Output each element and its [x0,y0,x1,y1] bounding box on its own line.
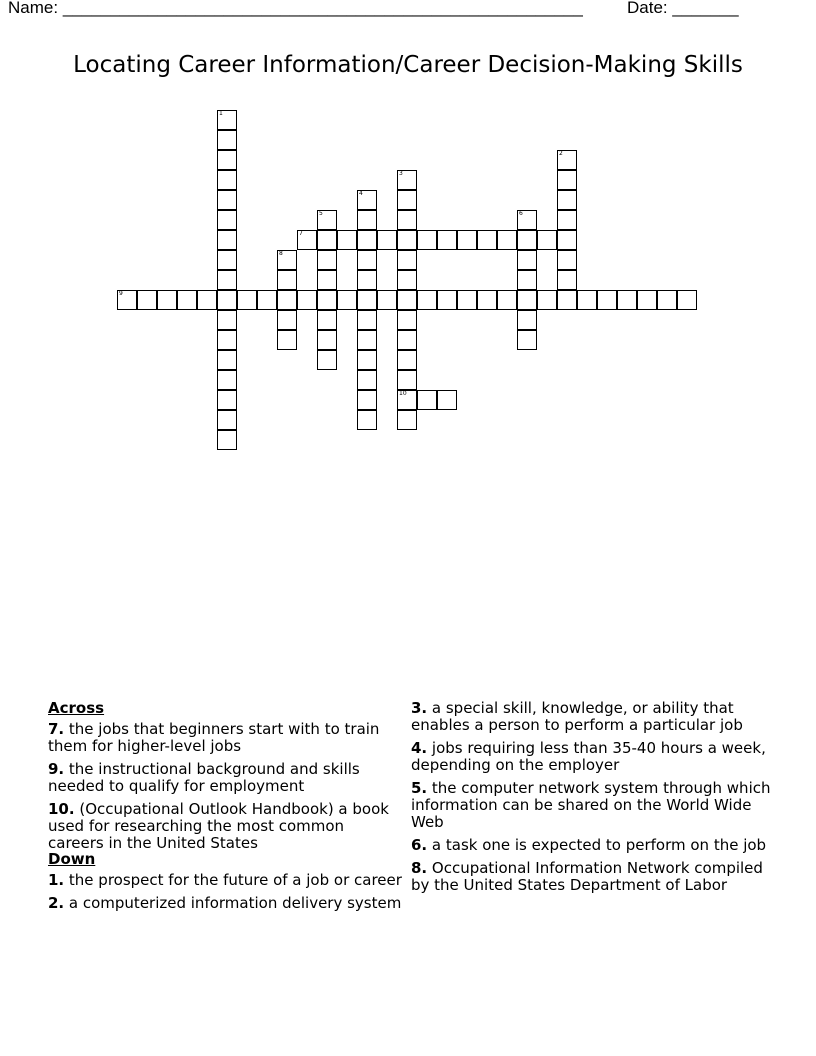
crossword-cell[interactable] [277,330,297,350]
crossword-cell[interactable] [357,290,377,310]
crossword-cell[interactable] [217,110,237,130]
crossword-grid [0,0,816,470]
crossword-cell[interactable] [557,190,577,210]
crossword-cell[interactable] [517,230,537,250]
crossword-cell[interactable] [217,150,237,170]
crossword-cell[interactable] [517,310,537,330]
clue-number: 3 [399,170,403,177]
crossword-cell[interactable] [217,310,237,330]
crossword-cell[interactable] [357,190,377,210]
crossword-cell[interactable] [417,230,437,250]
crossword-cell[interactable] [397,170,417,190]
crossword-cell[interactable] [397,310,417,330]
crossword-cell[interactable] [557,150,577,170]
crossword-cell[interactable] [137,290,157,310]
crossword-cell[interactable] [537,290,557,310]
crossword-cell[interactable] [397,250,417,270]
crossword-cell[interactable] [317,330,337,350]
clue-item [411,837,776,854]
crossword-cell[interactable] [397,410,417,430]
clue-number: 5 [319,210,323,217]
crossword-cell[interactable] [217,350,237,370]
crossword-cell[interactable] [417,390,437,410]
crossword-cell[interactable] [217,230,237,250]
clue-number-label: 7. [48,720,65,738]
date-blank: _______ [672,0,739,17]
clue-number-label: 10. [48,800,75,818]
clue-item [411,860,776,894]
crossword-cell[interactable] [557,250,577,270]
crossword-cell[interactable] [357,310,377,330]
crossword-cell[interactable] [277,270,297,290]
crossword-cell[interactable] [217,170,237,190]
crossword-cell[interactable] [397,290,417,310]
crossword-cell[interactable] [597,290,617,310]
crossword-cell[interactable] [577,290,597,310]
clue-number: 1 [219,110,223,117]
clue-text: (Occupational Outlook Handbook) a book used for researching the most common careers in the United States [48,800,389,852]
crossword-cell[interactable] [497,290,517,310]
crossword-cell[interactable] [117,290,137,310]
clue-item [411,780,776,831]
clue-text: jobs requiring less than 35-40 hours a week, depending on the employer [411,739,766,774]
crossword-cell[interactable] [657,290,677,310]
clue-text: a task one is expected to perform on the job [427,836,767,854]
crossword-cell[interactable] [237,290,257,310]
crossword-cell[interactable] [457,230,477,250]
crossword-cell[interactable] [617,290,637,310]
crossword-cell[interactable] [217,250,237,270]
clue-number-label: 5. [411,779,428,797]
down-clue-list [48,872,403,912]
clue-number-label: 4. [411,739,428,757]
clue-number-label: 2. [48,894,65,912]
crossword-cell[interactable] [217,190,237,210]
crossword-cell[interactable] [357,350,377,370]
clue-number-label: 9. [48,760,65,778]
clue-item [48,801,403,852]
clue-text: the instructional background and skills needed to qualify for employment [48,760,360,795]
crossword-cell[interactable] [217,390,237,410]
crossword-cell[interactable] [357,250,377,270]
clue-text: the jobs that beginners start with to train them for higher-level jobs [48,720,380,755]
crossword-cell[interactable] [517,250,537,270]
clue-number: 4 [359,190,363,197]
crossword-cell[interactable] [517,330,537,350]
crossword-cell[interactable] [517,270,537,290]
crossword-cell[interactable] [277,290,297,310]
crossword-cell[interactable] [157,290,177,310]
crossword-cell[interactable] [297,290,317,310]
page-title: Locating Career Information/Career Decision-Making Skills [73,52,743,78]
clue-text: the computer network system through which information can be shared on the World Wide Web [411,779,771,831]
clue-number: 9 [119,290,123,297]
crossword-cell[interactable] [357,330,377,350]
crossword-cell[interactable] [397,370,417,390]
crossword-cell[interactable] [557,290,577,310]
clue-number-label: 8. [411,859,428,877]
crossword-cell[interactable] [217,430,237,450]
crossword-cell[interactable] [357,370,377,390]
clues-right-column [411,700,776,900]
crossword-cell[interactable] [397,270,417,290]
name-label: Name: [8,0,59,17]
clue-number-label: 3. [411,699,428,717]
crossword-cell[interactable] [317,350,337,370]
across-clue-list [48,721,403,852]
crossword-cell[interactable] [397,350,417,370]
crossword-cell[interactable] [437,230,457,250]
crossword-cell[interactable] [297,230,317,250]
crossword-cell[interactable] [517,290,537,310]
crossword-cell[interactable] [217,330,237,350]
clue-item [48,721,403,755]
crossword-cell[interactable] [217,290,237,310]
crossword-cell[interactable] [317,210,337,230]
crossword-cell[interactable] [397,390,417,410]
crossword-cell[interactable] [477,230,497,250]
crossword-cell[interactable] [217,410,237,430]
crossword-cell[interactable] [317,230,337,250]
crossword-cell[interactable] [217,210,237,230]
crossword-cell[interactable] [357,270,377,290]
clue-text: a computerized information delivery system [64,894,402,912]
crossword-cell[interactable] [357,210,377,230]
crossword-cell[interactable] [397,230,417,250]
crossword-cell[interactable] [357,410,377,430]
clue-number: 6 [519,210,523,217]
crossword-cell[interactable] [217,370,237,390]
crossword-cell[interactable] [557,270,577,290]
crossword-cell[interactable] [637,290,657,310]
crossword-cell[interactable] [257,290,277,310]
clue-item [48,761,403,795]
clue-number: 2 [559,150,563,157]
crossword-cell[interactable] [397,330,417,350]
clue-text: Occupational Information Network compiled by the United States Department of Labor [411,859,763,894]
crossword-cell[interactable] [497,230,517,250]
crossword-cell[interactable] [377,230,397,250]
date-label: Date: [627,0,668,17]
crossword-cell[interactable] [357,230,377,250]
crossword-cell[interactable] [277,310,297,330]
crossword-cell[interactable] [277,250,297,270]
crossword-cell[interactable] [357,390,377,410]
down-clue-list-continued [411,700,776,894]
crossword-cell[interactable] [217,270,237,290]
name-blank: _______________________________________________________ [62,0,583,17]
crossword-cell[interactable] [217,130,237,150]
clue-number: 8 [279,250,283,257]
crossword-cell[interactable] [437,390,457,410]
clue-number-label: 6. [411,836,428,854]
clues-left-column [48,700,403,918]
crossword-cell[interactable] [397,190,417,210]
clue-item [411,740,776,774]
crossword-cell[interactable] [397,210,417,230]
crossword-cell[interactable] [677,290,697,310]
crossword-cell[interactable] [477,290,497,310]
across-heading: Across [48,699,105,717]
crossword-cell[interactable] [437,290,457,310]
clue-item [48,895,403,912]
crossword-cell[interactable] [317,270,337,290]
crossword-cell[interactable] [557,210,577,230]
clue-text: a special skill, knowledge, or ability that enables a person to perform a particular job [411,699,743,734]
crossword-cell[interactable] [457,290,477,310]
crossword-cell[interactable] [197,290,217,310]
crossword-cell[interactable] [377,290,397,310]
crossword-cell[interactable] [317,290,337,310]
crossword-cell[interactable] [417,290,437,310]
clue-item [411,700,776,734]
crossword-cell[interactable] [337,290,357,310]
crossword-cell[interactable] [557,230,577,250]
crossword-cell[interactable] [557,170,577,190]
crossword-cell[interactable] [177,290,197,310]
clue-item [48,872,403,889]
crossword-cell[interactable] [317,250,337,270]
clue-text: the prospect for the future of a job or career [64,871,402,889]
crossword-cell[interactable] [317,310,337,330]
crossword-cell[interactable] [517,210,537,230]
crossword-cell[interactable] [337,230,357,250]
clue-number-label: 1. [48,871,65,889]
crossword-cell[interactable] [537,230,557,250]
down-heading: Down [48,850,96,868]
clue-number: 7 [299,230,303,237]
clue-number: 10 [399,390,407,397]
